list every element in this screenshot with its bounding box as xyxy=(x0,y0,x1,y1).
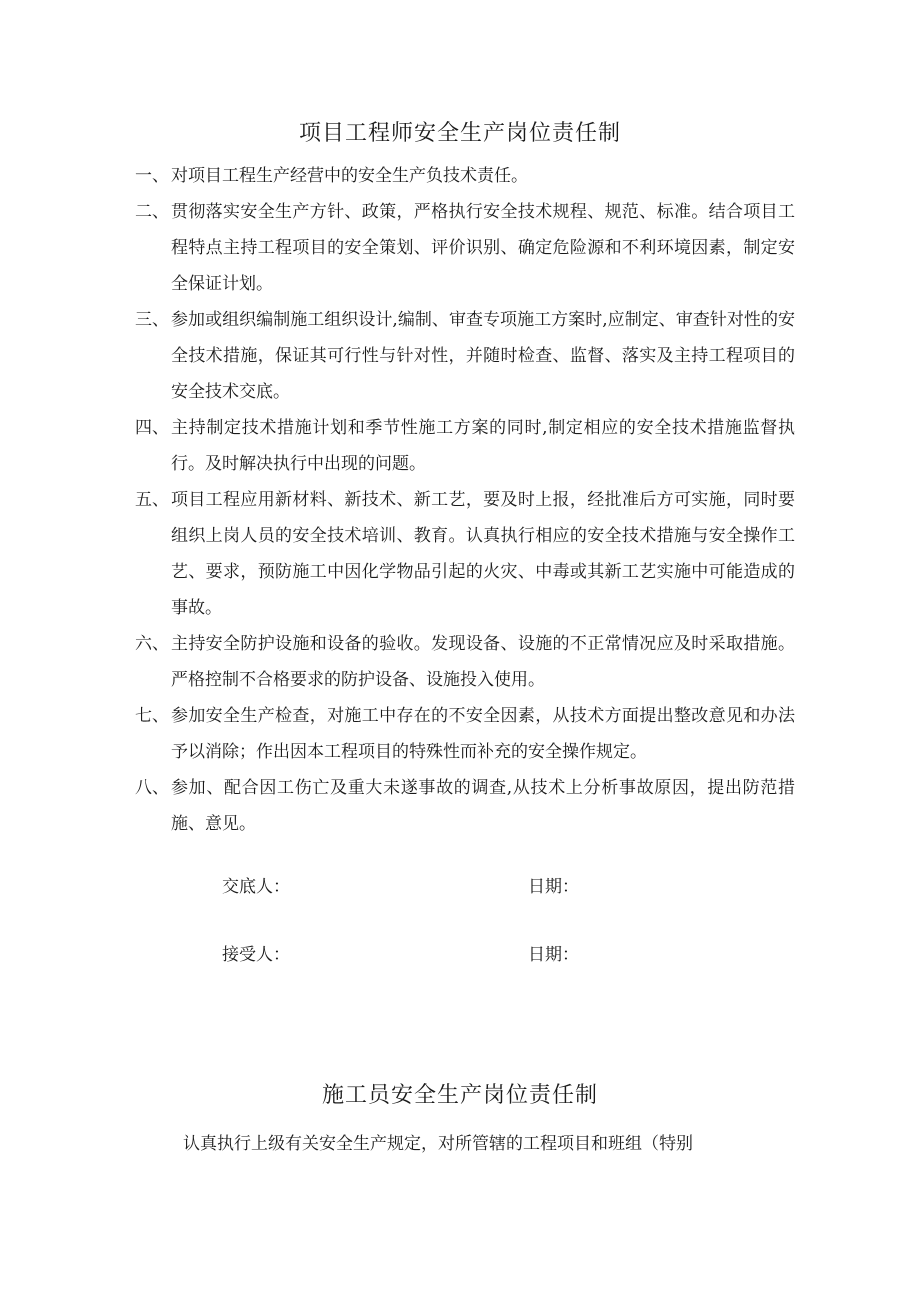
clause-item xyxy=(135,698,795,770)
clause-number: 八、 xyxy=(135,778,169,798)
clause-number: 五、 xyxy=(135,490,169,510)
clause-list xyxy=(135,158,795,842)
clause-item xyxy=(135,158,795,194)
clause-item xyxy=(135,482,795,626)
clause-item xyxy=(135,770,795,842)
clause-number: 六、 xyxy=(135,634,169,654)
clause-item xyxy=(135,626,795,698)
clause-number: 四、 xyxy=(135,418,169,438)
document-title: 项目工程师安全生产岗位责任制 xyxy=(298,121,621,146)
clause-text: 参加或组织编制施工组织设计,编制、审查专项施工方案时,应制定、审查针对性的安全技术措施，保证其可行性与针对性，并随时检查、监督、落实及主持工程项目的安全技术交底。 xyxy=(171,310,795,402)
signature-row-receiver xyxy=(222,940,579,965)
date-label: 日期： xyxy=(528,877,579,897)
signature-row-giver xyxy=(222,872,579,897)
clause-number: 二、 xyxy=(135,202,169,222)
clause-number: 三、 xyxy=(135,310,169,330)
second-document-paragraph: 认真执行上级有关安全生产规定，对所管辖的工程项目和班组（特别 xyxy=(183,1134,693,1154)
clause-text: 项目工程应用新材料、新技术、新工艺，要及时上报，经批准后方可实施，同时要组织上岗人员的安全技术培训、教育。认真执行相应的安全技术措施与安全操作工艺、要求，预防施工中因化学物品引起的火灾、中毒或其新工艺实施中可能造成的事故。 xyxy=(171,490,795,618)
clause-number: 七、 xyxy=(135,706,169,726)
clause-item xyxy=(135,410,795,482)
clause-text: 参加安全生产检查，对施工中存在的不安全因素，从技术方面提出整改意见和办法予以消除；作出因本工程项目的特殊性而补充的安全操作规定。 xyxy=(171,706,795,762)
clause-text: 贯彻落实安全生产方针、政策，严格执行安全技术规程、规范、标准。结合项目工程特点主持工程项目的安全策划、评价识别、确定危险源和不利环境因素，制定安全保证计划。 xyxy=(171,202,795,294)
clause-text: 对项目工程生产经营中的安全生产负技术责任。 xyxy=(171,166,528,186)
date-label: 日期： xyxy=(528,945,579,965)
clause-text: 参加、配合因工伤亡及重大未遂事故的调查,从技术上分析事故原因，提出防范措施、意见。 xyxy=(171,778,795,834)
receiver-label: 接受人： xyxy=(222,945,290,965)
clause-item xyxy=(135,302,795,410)
clause-text: 主持制定技术措施计划和季节性施工方案的同时,制定相应的安全技术措施监督执行。及时解决执行中出现的问题。 xyxy=(171,418,795,474)
second-document-title: 施工员安全生产岗位责任制 xyxy=(321,1083,598,1108)
giver-label: 交底人： xyxy=(222,877,290,897)
clause-item xyxy=(135,194,795,302)
clause-text: 主持安全防护设施和设备的验收。发现设备、设施的不正常情况应及时采取措施。严格控制不合格要求的防护设备、设施投入使用。 xyxy=(171,634,795,690)
clause-number: 一、 xyxy=(135,166,169,186)
